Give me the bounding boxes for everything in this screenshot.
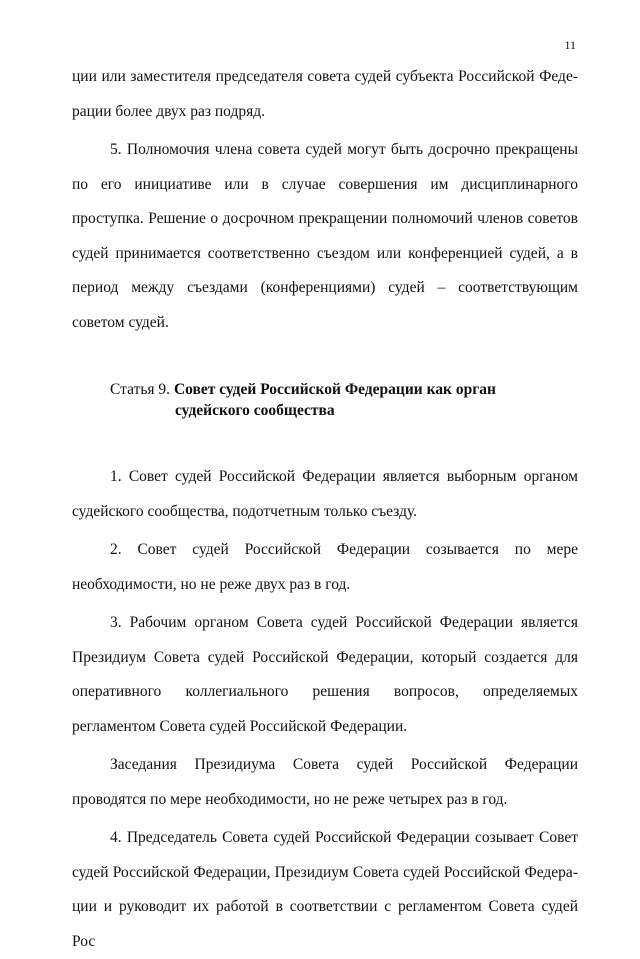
paragraph-item-3: 3. Рабочим органом Совета судей Российской Федерации является Президиум Совета судей Российской Федерации, который создается для оперативного коллегиального решения вопросов, определяемых регламентом Совета судей Российской Федерации. — [72, 614, 578, 735]
article-label: Статья 9. — [110, 381, 171, 398]
paragraph-item-5: 5. Полномочия члена совета судей могут быть досрочно прекращены по его инициативе или в случае совершения им дисциплинарного проступка. Решение о досрочном прекращении полномочий членов советов судей принимается соответственно съездом или конференцией судей, а в период между съездами (конференциями) судей – соответствующим советом судей. — [72, 141, 578, 331]
article-heading — [72, 379, 578, 421]
article-title-line1: Совет судей Российской Федерации как орган — [173, 381, 496, 398]
document-body — [72, 60, 578, 959]
page-number: 11 — [564, 38, 576, 52]
paragraph-presidium-meetings: Заседания Президиума Совета судей Российской Федерации проводятся по мере необходимости, но не реже четырех раз в год. — [72, 756, 578, 808]
article-title-line2: судейского сообщества — [175, 402, 335, 419]
paragraph-item-2: 2. Совет судей Российской Федерации созывается по мере необходимости, но не реже двух раз в год. — [72, 541, 578, 593]
paragraph-item-1: 1. Совет судей Российской Федерации является выборным органом судейского сообщества, подотчетным только съезду. — [72, 468, 578, 520]
paragraph-continuation: ции или заместителя председателя совета судей субъекта Российской Федерации более двух раз подряд. — [72, 68, 578, 120]
paragraph-item-4: 4. Председатель Совета судей Российской Федерации созывает Совет судей Российской Федерации, Президиум Совета судей Российской Федерации и руководит их работой в соответствии с регламентом Совета судей Рос — [72, 829, 578, 950]
